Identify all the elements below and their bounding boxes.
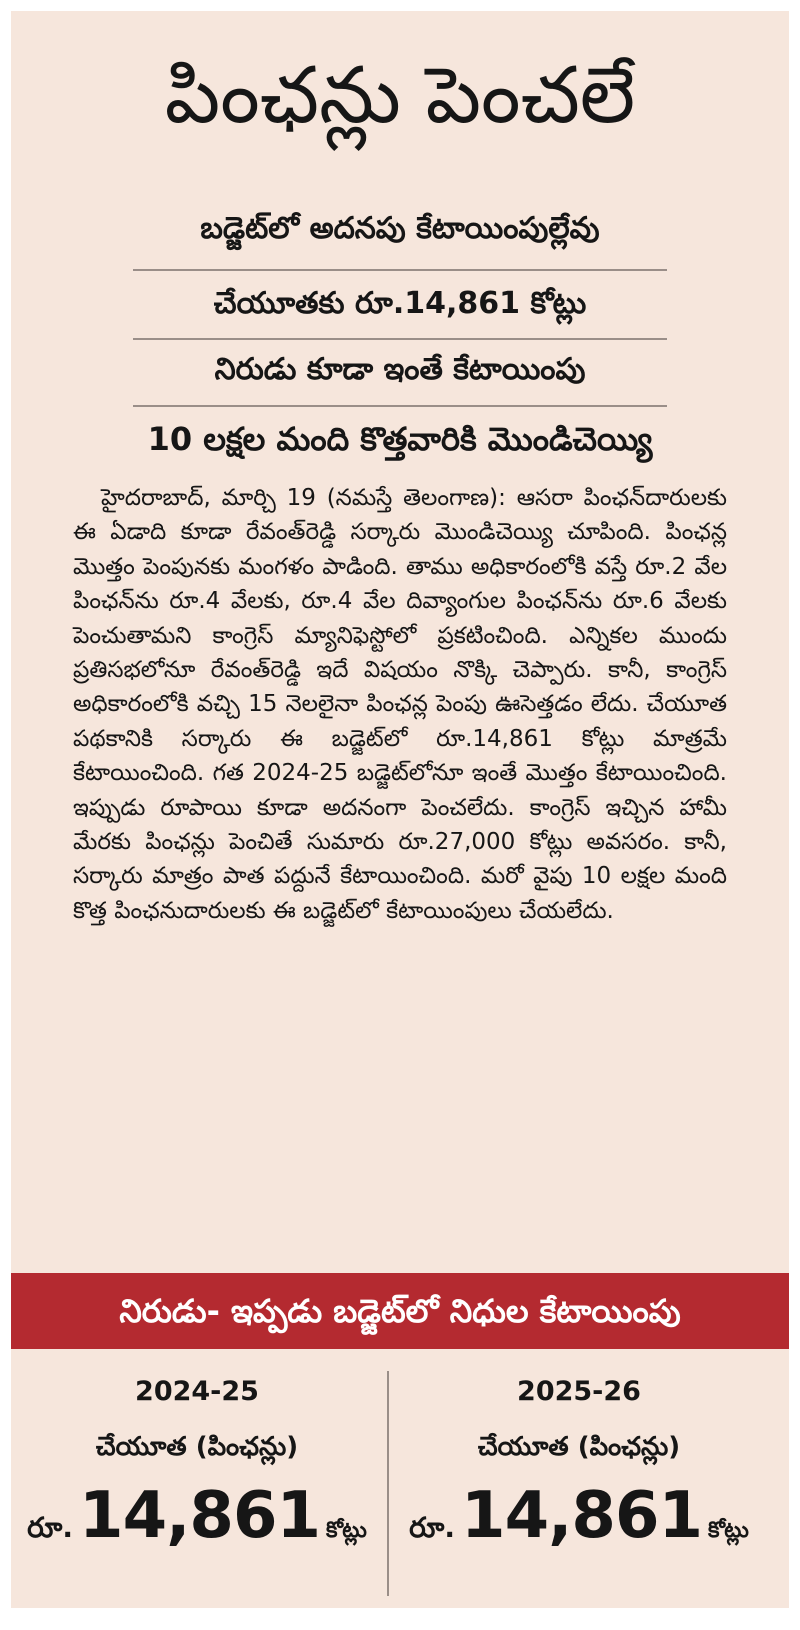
divider-rule <box>133 269 667 271</box>
column-amount-row <box>11 1476 383 1572</box>
amount-value: 14,861 <box>79 1479 320 1553</box>
divider-rule <box>133 338 667 340</box>
column-year: 2024-25 <box>135 1376 259 1407</box>
column-scheme: చేయూత (పింఛన్లు) <box>95 1432 299 1462</box>
divider-rule <box>133 405 667 407</box>
amount-prefix: రూ. <box>409 1511 456 1544</box>
headline: పింఛన్లు పెంచలే <box>164 51 636 141</box>
column-divider <box>387 1371 389 1596</box>
subhead-same-last-year: నిరుడు కూడా ఇంతే కేటాయింపు <box>214 352 586 387</box>
column-year: 2025-26 <box>517 1376 641 1407</box>
amount-unit: కోట్లు <box>708 1518 749 1543</box>
column-scheme: చేయూత (పింఛన్లు) <box>477 1432 681 1462</box>
subhead-cheyutha-amount: చేయూతకు రూ.14,861 కోట్లు <box>213 286 587 321</box>
article-body: హైదరాబాద్, మార్చి 19 (నమస్తే తెలంగాణ): ఆసరా పింఛన్‌దారులకు ఈ ఏడాది కూడా రేవంత్‌రెడ్డి సర్కారు మొండిచెయ్యి చూపింది. పింఛన్ల మొత్తం పెంపునకు మంగళం పాడింది. తాము అధికారంలోకి వస్తే రూ.2 వేల పింఛన్‌ను రూ.4 వేలకు, రూ.4 వేల దివ్యాంగుల పింఛన్‌ను రూ.6 వేలకు పెంచుతామని కాంగ్రెస్ మ్యానిఫెస్టోలో ప్రకటించింది. ఎన్నికల ముందు ప్రతిసభలోనూ రేవంత్‌రెడ్డి ఇదే విషయం నొక్కి చెప్పారు. కానీ, కాంగ్రెస్ అధికారంలోకి వచ్చి 15 నెలలైనా పింఛన్ల పెంపు ఊసెత్తడం లేదు. చేయూత పథకానికి సర్కారు ఈ బడ్జెట్‌లో రూ.14,861 కోట్లు మాత్రమే కేటాయించింది. గత 2024-25 బడ్జెట్‌లోనూ ఇంతే మొత్తం కేటాయించింది. ఇప్పుడు రూపాయి కూడా అదనంగా పెంచలేదు. కాంగ్రెస్ ఇచ్చిన హామీ మేరకు పింఛన్లు పెంచితే సుమారు రూ.27,000 కోట్లు అవసరం. కానీ, సర్కారు మాత్రం పాత పద్దునే కేటాయించింది. మరో వైపు 10 లక్షల మంది కొత్త పింఛనుదారులకు ఈ బడ్జెట్‌లో కేటాయింపులు చేయలేదు. <box>73 485 727 924</box>
comparison-column-2025-26 <box>393 1366 765 1572</box>
news-clipping <box>11 11 789 1608</box>
amount-value: 14,861 <box>461 1479 702 1553</box>
amount-prefix: రూ. <box>27 1511 74 1544</box>
amount-unit: కోట్లు <box>326 1518 367 1543</box>
subhead-new-beneficiaries: 10 లక్షల మంది కొత్తవారికి మొండిచెయ్యి <box>147 420 653 458</box>
column-amount-row <box>393 1476 765 1572</box>
comparison-banner: నిరుడు- ఇప్పడు బడ్జెట్‌లో నిధుల కేటాయింపు <box>11 1273 789 1349</box>
subhead-no-extra-allocation: బడ్జెట్‌లో అదనపు కేటాయింపుల్లేవు <box>200 211 600 246</box>
comparison-column-2024-25 <box>11 1366 383 1572</box>
